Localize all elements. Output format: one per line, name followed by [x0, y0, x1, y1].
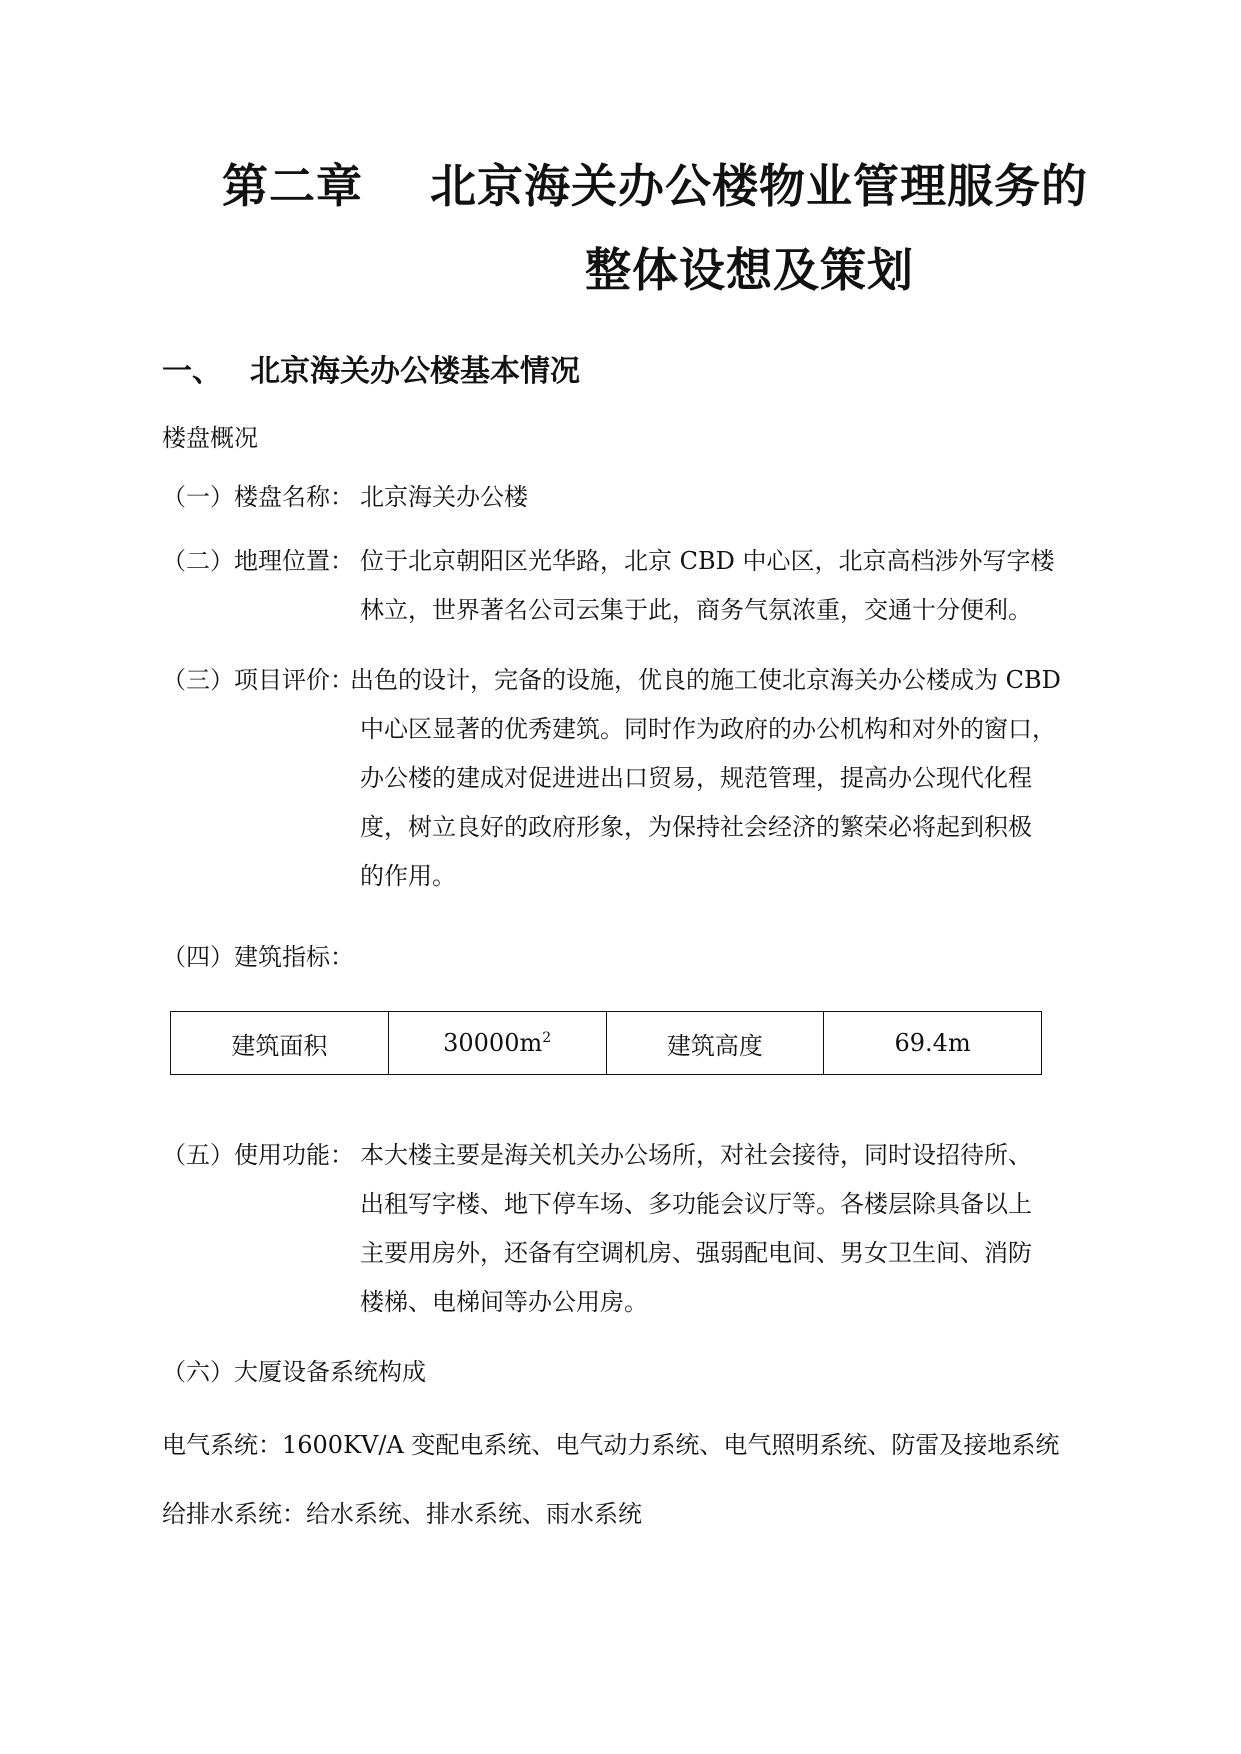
section-title: 北京海关办公楼基本情况	[250, 354, 580, 389]
item-function-line4: 楼梯、电梯间等办公用房。	[360, 1288, 648, 1316]
item-evaluation-line4: 度，树立良好的政府形象，为保持社会经济的繁荣必将起到积极	[360, 813, 1032, 841]
item-name-label: （一）楼盘名称：	[162, 483, 354, 511]
overview-heading: 楼盘概况	[162, 424, 258, 452]
chapter-title-line2: 整体设想及策划	[585, 243, 914, 297]
item-name-text: 北京海关办公楼	[360, 483, 528, 511]
spec-area-superscript: 2	[542, 1030, 552, 1046]
item-function-label: （五）使用功能：	[162, 1141, 354, 1169]
item-evaluation-line5: 的作用。	[360, 862, 456, 890]
item-evaluation-line3: 办公楼的建成对促进进出口贸易，规范管理，提高办公现代化程	[360, 764, 1032, 792]
spec-area-number: 30000m	[443, 1029, 543, 1057]
section-number: 一、	[162, 354, 222, 389]
spec-area-value	[388, 1012, 606, 1075]
item-evaluation-label: （三）项目评价：	[162, 666, 354, 694]
item-function-line3: 主要用房外，还备有空调机房、强弱配电间、男女卫生间、消防	[360, 1239, 1032, 1267]
spec-area-label: 建筑面积	[171, 1012, 389, 1075]
spec-height-value: 69.4m	[824, 1012, 1042, 1075]
spec-height-label: 建筑高度	[606, 1012, 824, 1075]
item-location-label: （二）地理位置：	[162, 547, 354, 575]
item-function-line1: 本大楼主要是海关机关办公场所，对社会接待，同时设招待所、	[360, 1141, 1032, 1169]
item-evaluation-line2: 中心区显著的优秀建筑。同时作为政府的办公机构和对外的窗口，	[360, 715, 1056, 743]
building-spec-table	[170, 1011, 1042, 1075]
item-indicators-label: （四）建筑指标：	[162, 943, 354, 971]
item-location-line2: 林立，世界著名公司云集于此，商务气氛浓重，交通十分便利。	[360, 596, 1032, 624]
system-water: 给排水系统：给水系统、排水系统、雨水系统	[162, 1500, 642, 1528]
item-systems-label: （六）大厦设备系统构成	[162, 1358, 426, 1386]
chapter-number: 第二章	[222, 159, 363, 213]
system-electrical: 电气系统：1600KV/A 变配电系统、电气动力系统、电气照明系统、防雷及接地系统	[162, 1431, 1060, 1459]
chapter-title-line1: 北京海关办公楼物业管理服务的	[430, 159, 1088, 213]
table-row	[171, 1012, 1042, 1075]
item-location-line1: 位于北京朝阳区光华路，北京 CBD 中心区，北京高档涉外写字楼	[360, 547, 1055, 575]
item-evaluation-line1: 出色的设计，完备的设施，优良的施工使北京海关办公楼成为 CBD	[350, 666, 1061, 694]
item-function-line2: 出租写字楼、地下停车场、多功能会议厅等。各楼层除具备以上	[360, 1190, 1032, 1218]
